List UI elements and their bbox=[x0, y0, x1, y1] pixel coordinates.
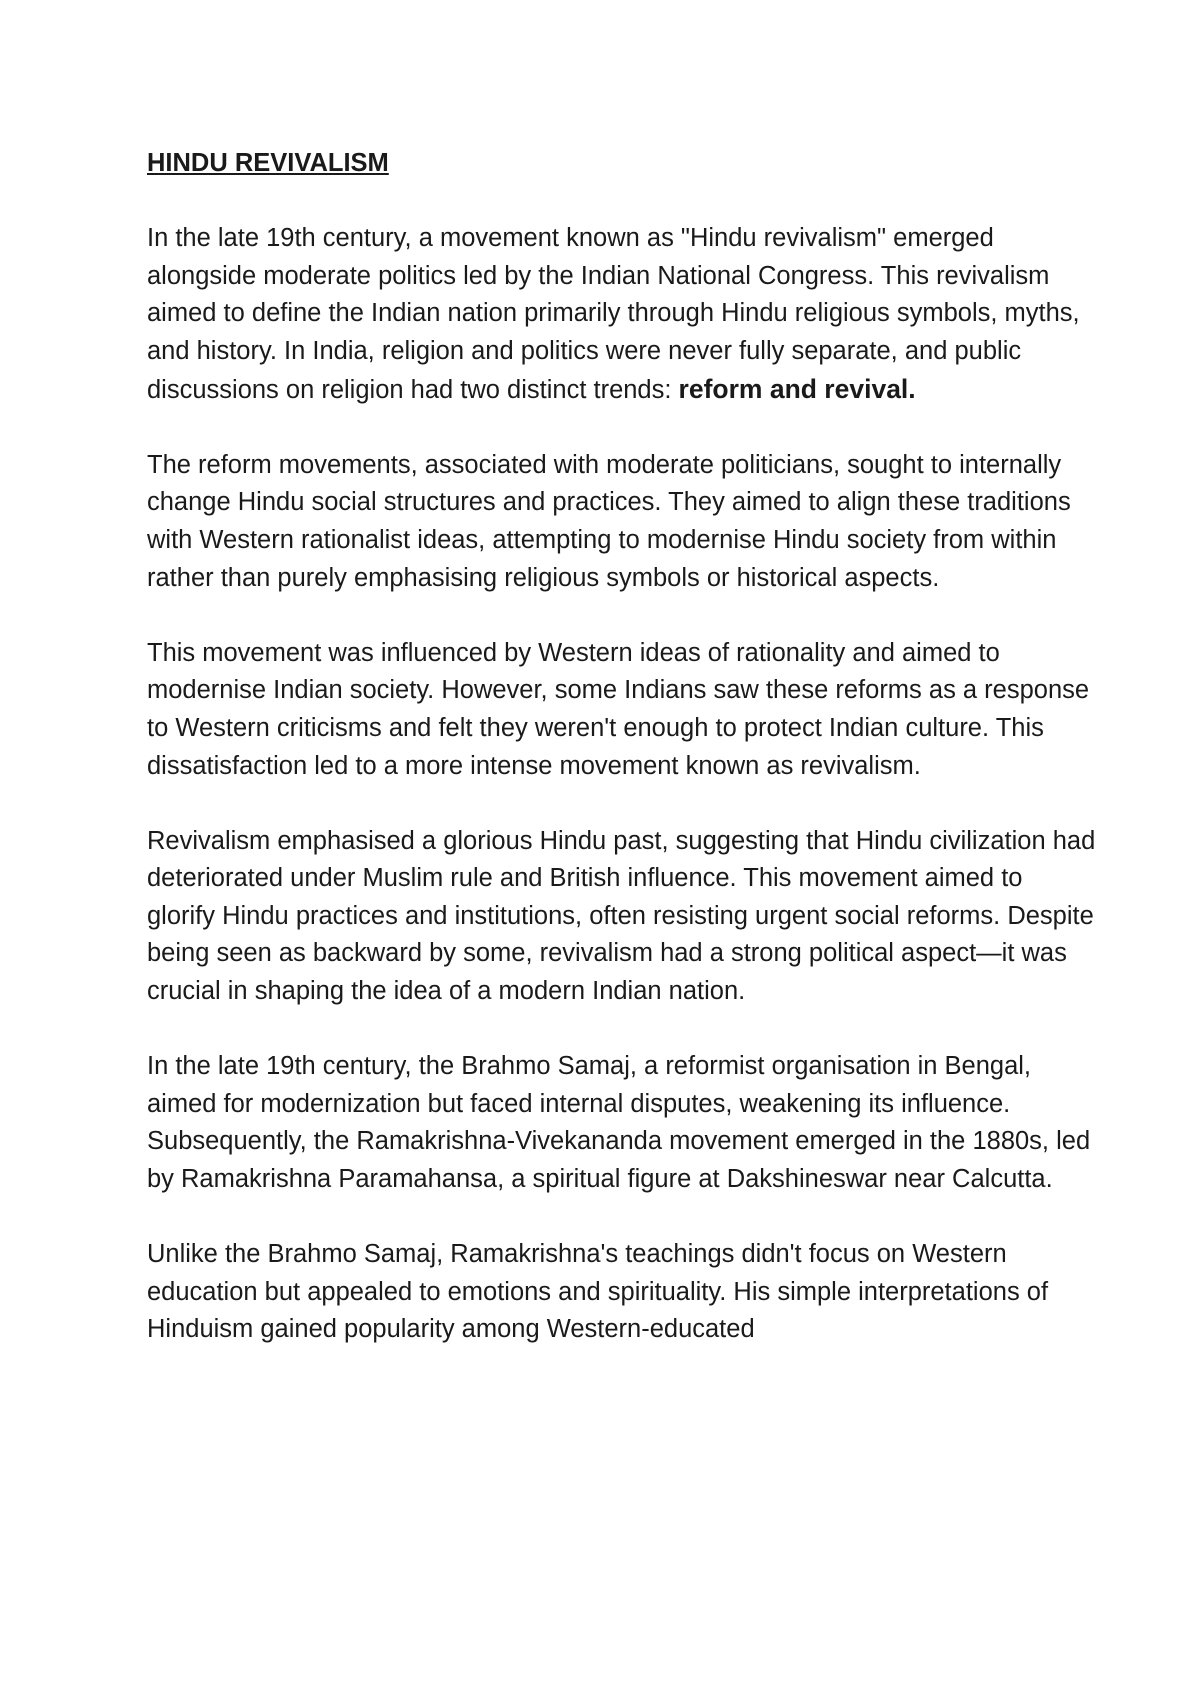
paragraph-6: Unlike the Brahmo Samaj, Ramakrishna's teachings didn't focus on Western education but appealed to emotions and spirituality. His simple interpretations of Hinduism gained popularity among Western-educated bbox=[147, 1240, 1049, 1344]
paragraph-4: Revivalism emphasised a glorious Hindu past, suggesting that Hindu civilization had deteriorated under Muslim rule and British influence. This movement aimed to glorify Hindu practices and institutions, often resisting urgent social reforms. Despite being seen as backward by some, revivalism had a strong political aspect—it was crucial in shaping the idea of a modern Indian nation. bbox=[147, 826, 1096, 1006]
document-title: HINDU REVIVALISM bbox=[147, 149, 389, 177]
paragraph-1-bold-phrase: reform and revival. bbox=[678, 373, 916, 404]
document-body bbox=[147, 145, 1097, 1349]
paragraph-1-text: In the late 19th century, a movement known as "Hindu revivalism" emerged alongside moderate politics led by the Indian National Congress. This revivalism aimed to define the Indian nation primarily through Hindu religious symbols, myths, and history. In India, religion and politics were never fully separate, and public discussions on religion had two distinct trends: bbox=[147, 224, 1080, 404]
paragraph-3: This movement was influenced by Western ideas of rationality and aimed to modernise Indian society. However, some Indians saw these reforms as a response to Western criticisms and felt they weren't enough to protect Indian culture. This dissatisfaction led to a more intense movement known as revivalism. bbox=[147, 638, 1090, 780]
paragraph-2: The reform movements, associated with moderate politicians, sought to internally change Hindu social structures and practices. They aimed to align these traditions with Western rationalist ideas, attempting to modernise Hindu society from within rather than purely emphasising religious symbols or historical aspects. bbox=[147, 450, 1071, 592]
paragraph-5: In the late 19th century, the Brahmo Samaj, a reformist organisation in Bengal, aimed for modernization but faced internal disputes, weakening its influence. Subsequently, the Ramakrishna-Vivekananda movement emerged in the 1880s, led by Ramakrishna Paramahansa, a spiritual figure at Dakshineswar near Calcutta. bbox=[147, 1052, 1091, 1194]
paragraph-1 bbox=[147, 220, 1097, 409]
